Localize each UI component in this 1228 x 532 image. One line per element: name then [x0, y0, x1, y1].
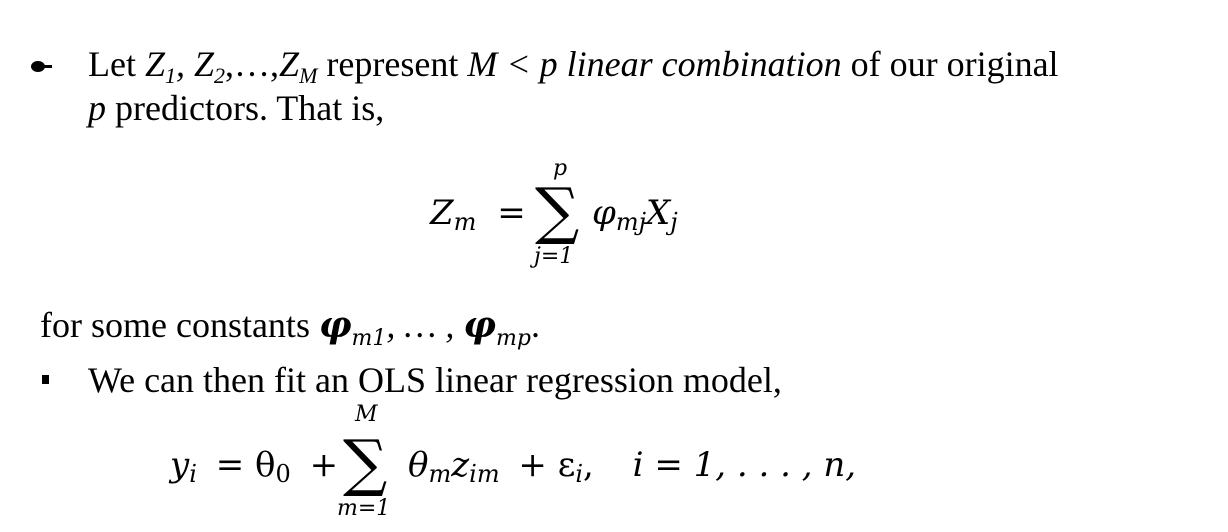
equation2-rhs — [408, 445, 856, 488]
eq1-z-sub: m — [453, 208, 477, 236]
z2-subscript: 2 — [214, 63, 226, 88]
constants-period: . — [530, 305, 540, 345]
eq1-phi: φ — [592, 193, 616, 233]
phi-mp: φ — [463, 304, 496, 346]
equation1-rhs — [592, 193, 678, 236]
eq2-theta-sub: m — [428, 460, 452, 488]
eq2-plus: + — [309, 445, 339, 485]
equation2-lhs — [170, 445, 338, 488]
eq1-equals: = — [497, 193, 526, 233]
condition-text: M < p linear combination — [467, 44, 842, 84]
equation1-lhs — [430, 193, 526, 236]
zm-symbol: Z — [279, 44, 300, 84]
z1-subscript: 1 — [165, 63, 177, 88]
bullet2-text: We can then fit an OLS linear regression model, — [88, 360, 782, 400]
eq1-z: Z — [430, 193, 454, 233]
let-text: Let — [88, 44, 136, 84]
eq2-z-sub: im — [469, 460, 500, 488]
constants-line — [40, 305, 540, 359]
ellipsis: ,…, — [225, 44, 280, 84]
of-our-original-text: of our original — [850, 44, 1059, 84]
eq2-sum-upper: M — [355, 402, 378, 427]
sigma-icon: ∑ — [535, 174, 580, 247]
eq1-sum-upper: p — [553, 156, 568, 181]
bullet-square-icon — [42, 375, 49, 384]
constants-ellipsis: , … , — [386, 305, 455, 345]
eq2-z: z — [451, 445, 470, 485]
zm-subscript: M — [299, 63, 318, 88]
eq2-sum-lower: m=1 — [337, 496, 391, 521]
separator: , — [176, 44, 186, 84]
eq2-plus-eps: + ε — [518, 445, 576, 485]
eq2-theta: θ — [408, 445, 429, 485]
eq2-y-sub: i — [189, 460, 197, 488]
phi-m1-sub: m1 — [351, 326, 387, 351]
p-symbol: p — [88, 88, 106, 128]
phi-m1: φ — [318, 304, 352, 346]
eq2-eps-sub: i — [575, 460, 584, 488]
z1-symbol: Z — [144, 44, 166, 84]
eq2-theta0-sub: 0 — [275, 460, 291, 488]
bullet1-line2 — [88, 88, 384, 128]
represent-text: represent — [326, 44, 459, 84]
eq2-comma: , — [583, 445, 594, 485]
phi-mp-sub: mp — [495, 326, 531, 351]
eq2-index-range: i = 1, . . . , n, — [632, 445, 857, 485]
sigma-icon: ∑ — [343, 426, 388, 499]
eq1-sum-lower: j=1 — [534, 244, 574, 269]
eq1-x: X — [646, 193, 671, 233]
eq2-y: y — [170, 445, 190, 485]
predictors-text: predictors. That is, — [115, 88, 385, 128]
eq1-phi-sub: mj — [615, 208, 647, 236]
z2-symbol: Z — [194, 44, 215, 84]
bullet-disc-icon — [31, 61, 45, 72]
constants-prefix: for some constants — [40, 305, 310, 345]
eq2-equals-theta0: = θ — [215, 445, 276, 485]
bullet2-line — [88, 360, 782, 400]
eq1-x-sub: j — [670, 208, 678, 236]
